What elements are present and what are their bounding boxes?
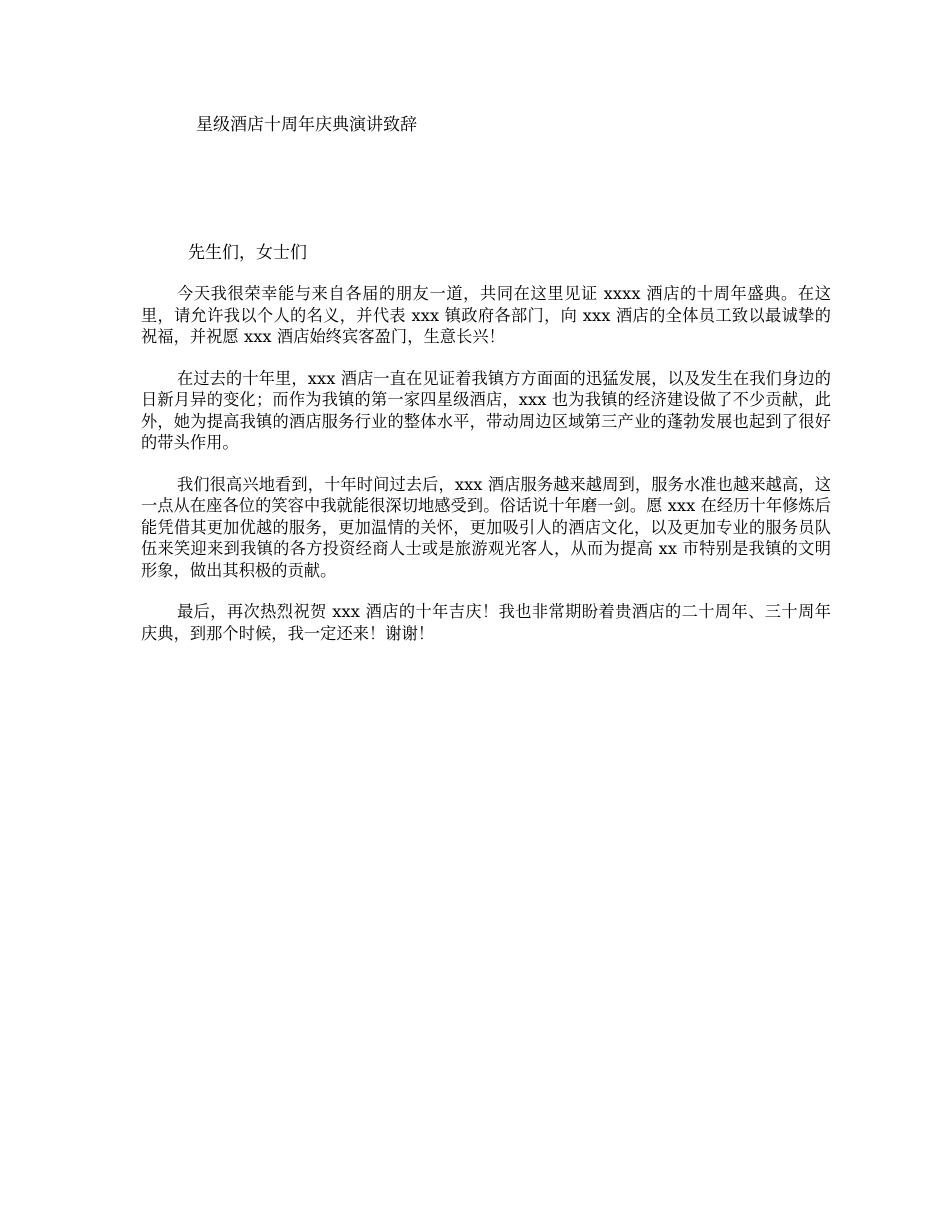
- document-title: 星级酒店十周年庆典演讲致辞: [196, 115, 417, 135]
- paragraph-history: 在过去的十年里，xxx 酒店一直在见证着我镇方方面面的迅猛发展，以及发生在我们身边的日新月异的变化；而作为我镇的第一家四星级酒店，xxx 也为我镇的经济建设做了不少贡献，此外，她为提高我镇的酒店服务行业的整体水平，带动周边区域第三产业的蓬勃发展也起到了很好的带头作用。: [141, 368, 831, 452]
- salutation: 先生们，女士们: [188, 243, 307, 263]
- paragraph-opening: 今天我很荣幸能与来自各届的朋友一道，共同在这里见证 xxxx 酒店的十周年盛典。在这里，请允许我以个人的名义，并代表 xxx 镇政府各部门，向 xxx 酒店的全体员工致以最诚挚的祝福，并祝愿 xxx 酒店始终宾客盈门，生意长兴！: [141, 284, 831, 346]
- document-body: [141, 283, 831, 664]
- paragraph-service: 我们很高兴地看到，十年时间过去后，xxx 酒店服务越来越周到，服务水准也越来越高，这一点从在座各位的笑容中我就能很深切地感受到。俗话说十年磨一剑。愿 xxx 在经历十年修炼后能凭借其更加优越的服务，更加温情的关怀，更加吸引人的酒店文化，以及更加专业的服务员队伍来笑迎来到我镇的各方投资经商人士或是旅游观光客人，从而为提高 xx 市特别是我镇的文明形象，做出其积极的贡献。: [141, 474, 831, 580]
- paragraph-closing: 最后，再次热烈祝贺 xxx 酒店的十年吉庆！我也非常期盼着贵酒店的二十周年、三十周年庆典，到那个时候，我一定还来！谢谢！: [141, 602, 831, 643]
